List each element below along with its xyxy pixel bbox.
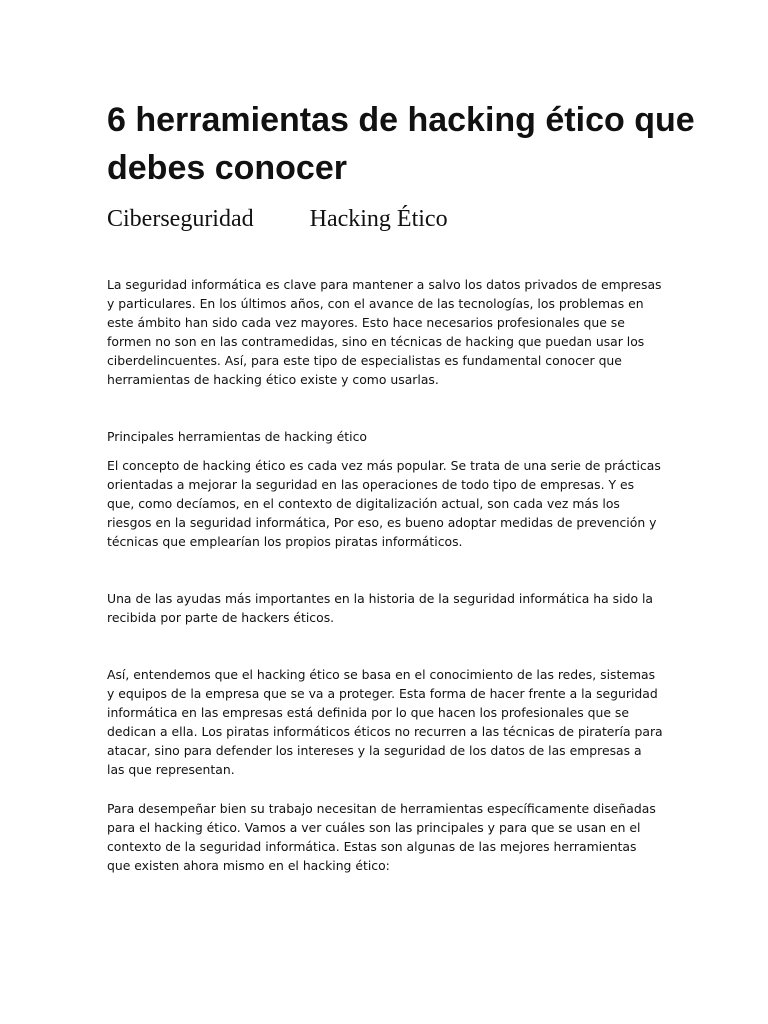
help-paragraph: Una de las ayudas más importantes en la historia de la seguridad informática ha sido la recibida por parte de hackers éticos.: [107, 591, 653, 625]
tag-list: [107, 202, 667, 236]
intro-paragraph: La seguridad informática es clave para mantener a salvo los datos privados de empresas y particulares. En los últimos años, con el avance de las tecnologías, los problemas en este ámbito han sido cada vez mayores. Esto hace necesarios profesionales que se formen no son en las contramedidas, sino en técnicas de hacking que puedan usar los ciberdelincuentes. Así, para este tipo de especialistas es fundamental conocer que herramientas de hacking ético existe y como usarlas.: [107, 277, 662, 387]
knowledge-paragraph: Así, entendemos que el hacking ético se basa en el conocimiento de las redes, sistemas y equipos de la empresa que se va a proteger. Esta forma de hacer frente a la seguridad informática en las empresas está definida por lo que hacen los profesionales que se dedican a ella. Los piratas informáticos éticos no recurren a las técnicas de piratería para atacar, sino para defender los intereses y la seguridad de los datos de las empresas a las que representan.: [107, 667, 663, 777]
section-subheading: Principales herramientas de hacking ético: [107, 429, 367, 444]
tag-ciberseguridad: Ciberseguridad: [107, 206, 254, 232]
concept-paragraph: El concepto de hacking ético es cada vez más popular. Se trata de una serie de prácticas orientadas a mejorar la seguridad en las operaciones de todo tipo de empresas. Y es que, como decíamos, en el contexto de digitalización actual, son cada vez más los riesgos en la seguridad informática, Por eso, es bueno adoptar medidas de prevención y técnicas que emplearían los propios piratas informáticos.: [107, 458, 661, 549]
document-title: 6 herramientas de hacking ético que debes conocer: [107, 101, 695, 187]
tools-paragraph: Para desempeñar bien su trabajo necesitan de herramientas específicamente diseñadas para el hacking ético. Vamos a ver cuáles son las principales y para que se usan en el contexto de la seguridad informática. Estas son algunas de las mejores herramientas que existen ahora mismo en el hacking ético:: [107, 801, 656, 873]
tag-hacking-etico: Hacking Ético: [309, 206, 448, 232]
